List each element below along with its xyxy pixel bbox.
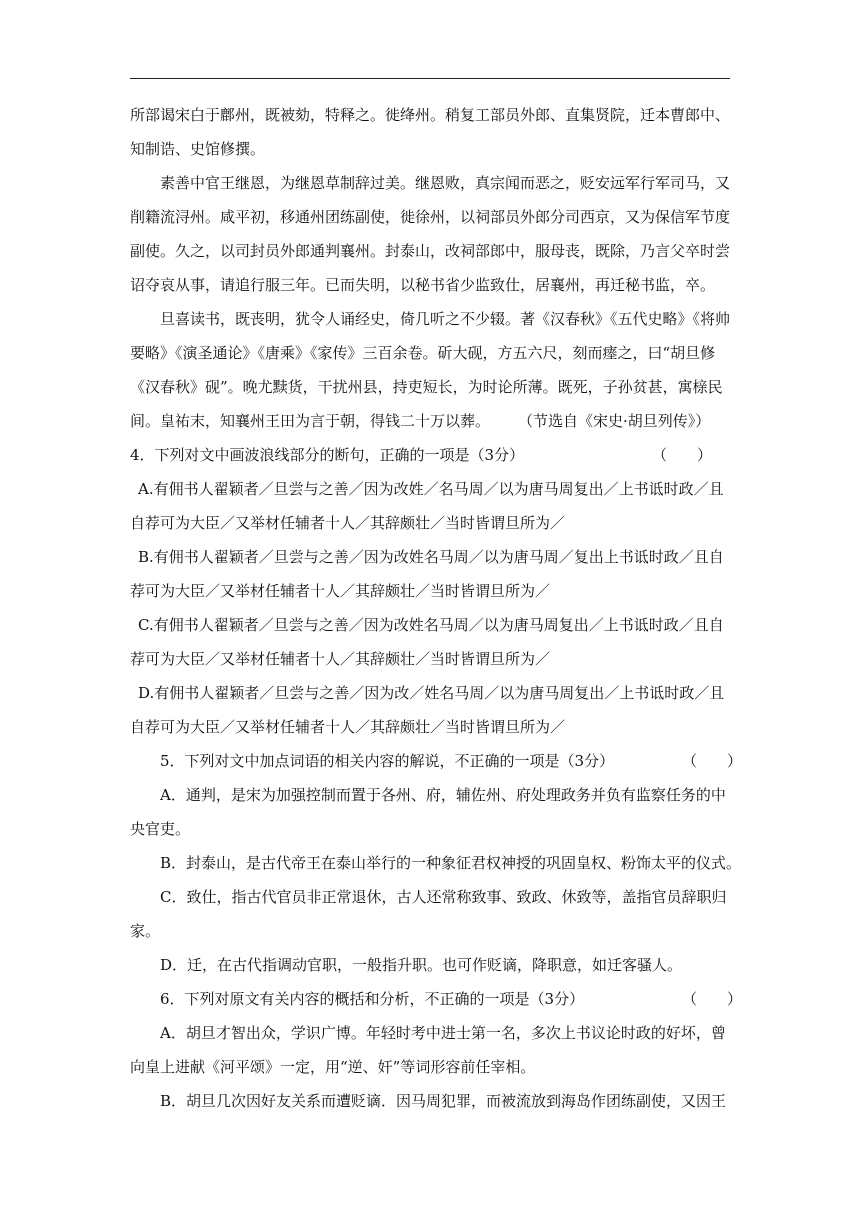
- option-a: A．通判，是宋为加强控制而置于各州、府，辅佐州、府处理政务并负有监察任务的中: [160, 786, 726, 804]
- option-a-cont: 向皇上进献《河平颂》一定，用“逆、奸”等词形容前任宰相。: [130, 1058, 536, 1076]
- text-line: 削籍流浔州。咸平初，移通州团练副使，徙徐州，以祠部员外郎分司西京，又为保信军节度: [130, 208, 731, 226]
- text-line: 知制诰、史馆修撰。: [130, 140, 266, 158]
- header-rule: [130, 78, 730, 79]
- text-line: 副使。久之，以司封员外郎通判襄州。封泰山，改祠部郎中，服母丧，既除，乃言父卒时尝: [130, 242, 731, 260]
- question-6-title: [130, 982, 743, 1016]
- question-4-title: [130, 438, 730, 472]
- option-b-cont: 荐可为大臣／又举材任辅者十人／其辞颇壮／当时皆谓旦所为／: [130, 582, 551, 600]
- option-c: C.有佣书人翟颖者／旦尝与之善／因为改姓名马周／以为唐马周复出／上书诋时政／且自: [138, 616, 724, 634]
- text-line: [130, 404, 730, 438]
- text-line: 要略》《演圣通论》《唐乘》《家传》三百余卷。斫大砚，方五六尺，刻而瘗之，曰“胡旦修: [130, 344, 716, 362]
- text-line: 旦喜读书，既丧明，犹令人诵经史，倚几听之不少辍。著《汉春秋》《五代史略》《将帅: [160, 310, 731, 328]
- option-c-cont: 家。: [130, 922, 161, 940]
- text-line: 《汉春秋》砚”。晚尤黩货，干扰州县，持吏短长，为时论所薄。既死，子孙贫甚，寓榇民: [130, 378, 723, 396]
- question-stem: 4．下列对文中画波浪线部分的断句，正确的一项是（3分）: [130, 446, 525, 464]
- option-c-cont: 荐可为大臣／又举材任辅者十人／其辞颇壮／当时皆谓旦所为／: [130, 650, 551, 668]
- source-citation: （节选自《宋史·胡旦列传》）: [518, 412, 711, 430]
- option-a: A．胡旦才智出众，学识广博。年轻时考中进士第一名，多次上书议论时政的好坏，曾: [160, 1024, 726, 1042]
- option-b: B.有佣书人翟颖者／旦尝与之善／因为改姓名马周／以为唐马周／复出上书诋时政／且自: [138, 548, 724, 566]
- text-line: 所部谒宋白于鄜州，既被劾，特释之。徙绛州。稍复工部员外郎、直集贤院，迁本曹郎中、: [130, 106, 731, 124]
- option-d: D.有佣书人翟颖者／旦尝与之善／因为改／姓名马周／以为唐马周复出／上书诋时政／且: [138, 684, 725, 702]
- answer-blank: （ ）: [682, 752, 743, 770]
- answer-blank: （ ）: [652, 446, 713, 464]
- option-c: C．致仕，指古代官员非正常退休，古人还常称致事、致政、休致等，盖指官员辞职归: [160, 888, 727, 906]
- text-line: 诏夺哀从事，请追行服三年。已而失明，以秘书省少监致仕，居襄州，再迁秘书监，卒。: [130, 276, 716, 294]
- question-5-title: [130, 744, 743, 778]
- document-body: [130, 98, 743, 1118]
- option-a-cont: 央官吏。: [130, 820, 191, 838]
- option-a-cont: 自荐可为大臣／又举材任辅者十人／其辞颇壮／当时皆谓旦所为／: [130, 514, 566, 532]
- answer-blank: （ ）: [682, 990, 743, 1008]
- option-b: B．封泰山，是古代帝王在泰山举行的一种象征君权神授的巩固皇权、粉饰太平的仪式。: [160, 854, 742, 872]
- option-a: A.有佣书人翟颖者／旦尝与之善／因为改姓／名马周／以为唐马周复出／上书诋时政／且: [138, 480, 724, 498]
- text-line: 素善中官王继恩，为继恩草制辞过美。继恩败，真宗闻而恶之，贬安远军行军司马，又: [160, 174, 731, 192]
- option-d-cont: 自荐可为大臣／又举材任辅者十人／其辞颇壮／当时皆谓旦所为／: [130, 718, 566, 736]
- question-stem: 5．下列对文中加点词语的相关内容的解说，不正确的一项是（3分）: [160, 752, 615, 770]
- passage-end-text: 间。皇祐末，知襄州王田为言于朝，得钱二十万以葬。: [130, 412, 491, 430]
- option-d: D．迁，在古代指调动官职，一般指升职。也可作贬谪，降职意，如迁客骚人。: [160, 956, 683, 974]
- option-b: B．胡旦几次因好友关系而遭贬谪．因马周犯罪，而被流放到海岛作团练副使，又因王: [160, 1092, 727, 1110]
- question-stem: 6．下列对原文有关内容的概括和分析，不正确的一项是（3分）: [160, 990, 585, 1008]
